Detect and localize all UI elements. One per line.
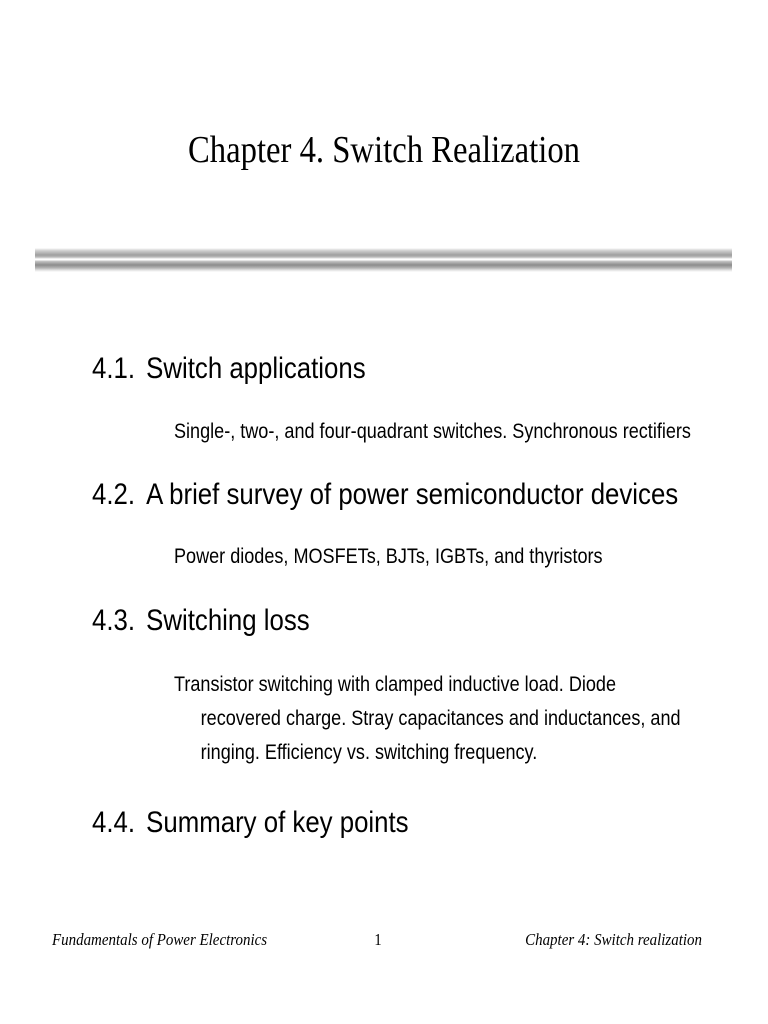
section-number: 4.1. xyxy=(92,352,136,385)
description-line: ringing. Efficiency vs. switching frequency. xyxy=(200,741,538,764)
slide-title: Chapter 4. Switch Realization xyxy=(187,129,581,171)
description-line: recovered charge. Stray capacitances and inductances, and xyxy=(200,707,681,730)
section-number: 4.2. xyxy=(92,478,136,511)
section-title: Summary of key points xyxy=(146,806,409,839)
section-number: 4.3. xyxy=(92,604,136,637)
section-description-4-1 xyxy=(174,415,691,449)
section-title: Switching loss xyxy=(146,604,310,637)
section-heading-4-1 xyxy=(92,352,366,386)
section-heading-4-4 xyxy=(92,806,409,840)
footer-page-number: 1 xyxy=(374,930,382,949)
section-description-4-2 xyxy=(174,540,603,574)
description-line: Power diodes, MOSFETs, BJTs, IGBTs, and thyristors xyxy=(174,545,603,568)
description-line: Single-, two-, and four-quadrant switches. Synchronous rectifiers xyxy=(174,420,691,443)
section-heading-4-2 xyxy=(92,478,678,512)
section-heading-4-3 xyxy=(92,604,310,638)
section-description-4-3 xyxy=(174,668,681,770)
footer-chapter-title: Chapter 4: Switch realization xyxy=(525,930,702,949)
footer-book-title: Fundamentals of Power Electronics xyxy=(52,930,268,949)
title-divider xyxy=(35,248,732,272)
section-title: A brief survey of power semiconductor devices xyxy=(146,478,679,511)
section-number: 4.4. xyxy=(92,806,136,839)
section-title: Switch applications xyxy=(146,352,366,385)
description-line: Transistor switching with clamped inductive load. Diode xyxy=(174,673,617,696)
